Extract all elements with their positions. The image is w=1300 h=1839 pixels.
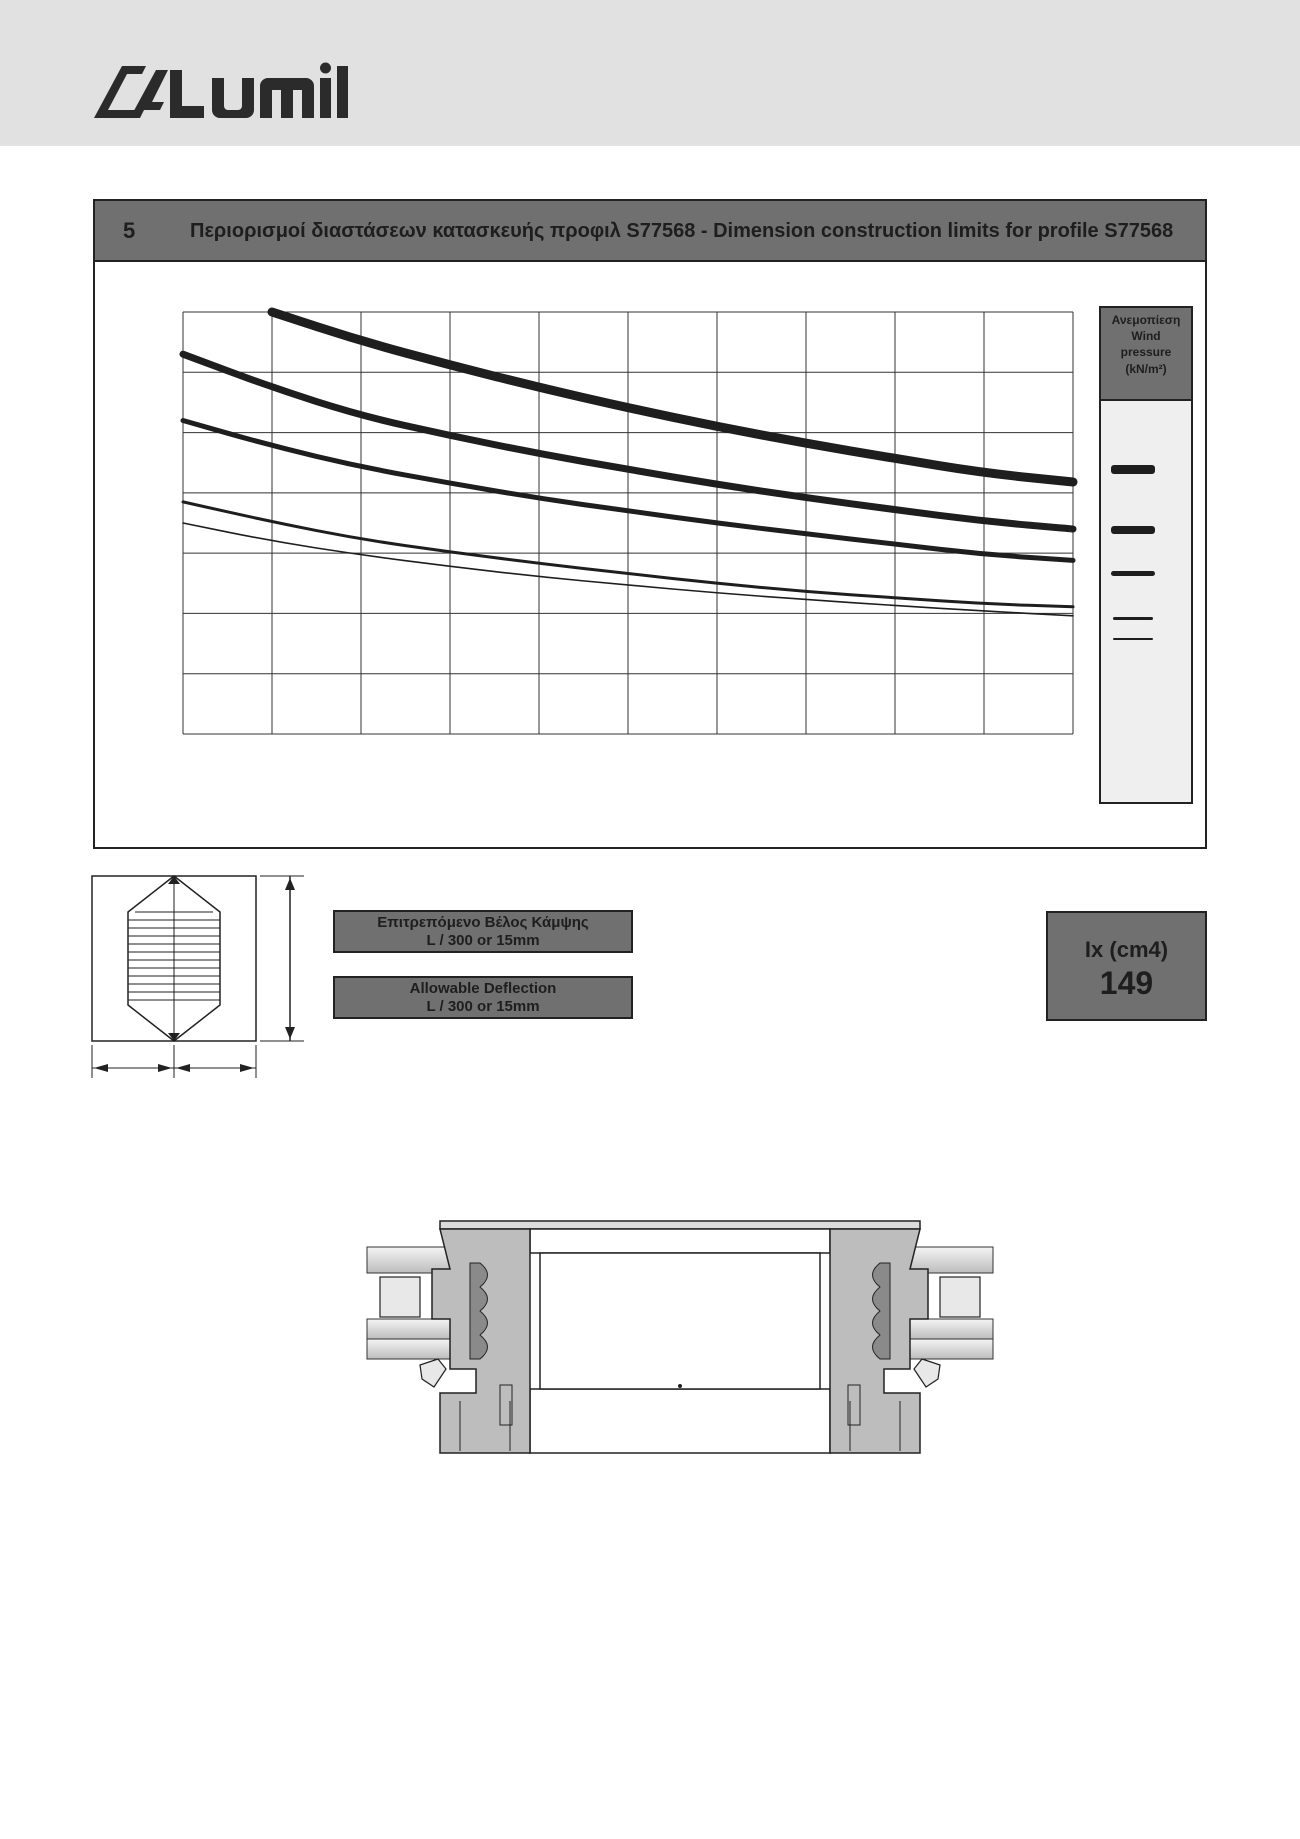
moment-of-inertia-box: [1046, 911, 1207, 1021]
header-band: [0, 0, 1300, 146]
allowable-deflection-en-box: [333, 976, 633, 1019]
dimension-limits-chart-panel: [93, 199, 1207, 849]
deflection-gr-title: Επιτρεπόμενο Βέλος Κάμψης: [377, 914, 589, 931]
alumil-logo: [94, 62, 356, 122]
allowable-deflection-gr-box: [333, 910, 633, 953]
deflection-en-title: Allowable Deflection: [409, 980, 557, 997]
legend-title-gr: Ανεμοπίεση: [1111, 313, 1181, 327]
window-panel-load-diagram: [90, 874, 320, 1084]
legend-line-2: [1111, 526, 1155, 534]
deflection-gr-value: L / 300 or 15mm: [426, 932, 540, 949]
wind-pressure-chart: [95, 201, 1205, 847]
section-title: Περιορισμοί διαστάσεων κατασκευής προφιλ S77568 - Dimension construction limits for profile S77568: [190, 220, 1174, 242]
legend-header: [1101, 308, 1191, 401]
deflection-en-value: L / 300 or 15mm: [426, 998, 540, 1015]
chart-grid: [183, 312, 1073, 734]
legend-unit: (kN/m²): [1125, 361, 1167, 376]
legend-line-5: [1113, 638, 1153, 640]
inertia-label: Ix (cm4): [1084, 937, 1169, 962]
section-number: 5: [123, 218, 136, 243]
series-line-1: [272, 312, 1073, 482]
inertia-value: 149: [1099, 965, 1154, 1001]
profile-cross-section-drawing: [360, 1215, 1000, 1475]
legend-line-3: [1111, 571, 1155, 576]
legend-line-1: [1111, 465, 1155, 474]
wind-pressure-legend: [1099, 306, 1193, 804]
legend-line-4: [1113, 617, 1153, 620]
legend-title-en: Wind pressure: [1120, 329, 1172, 360]
